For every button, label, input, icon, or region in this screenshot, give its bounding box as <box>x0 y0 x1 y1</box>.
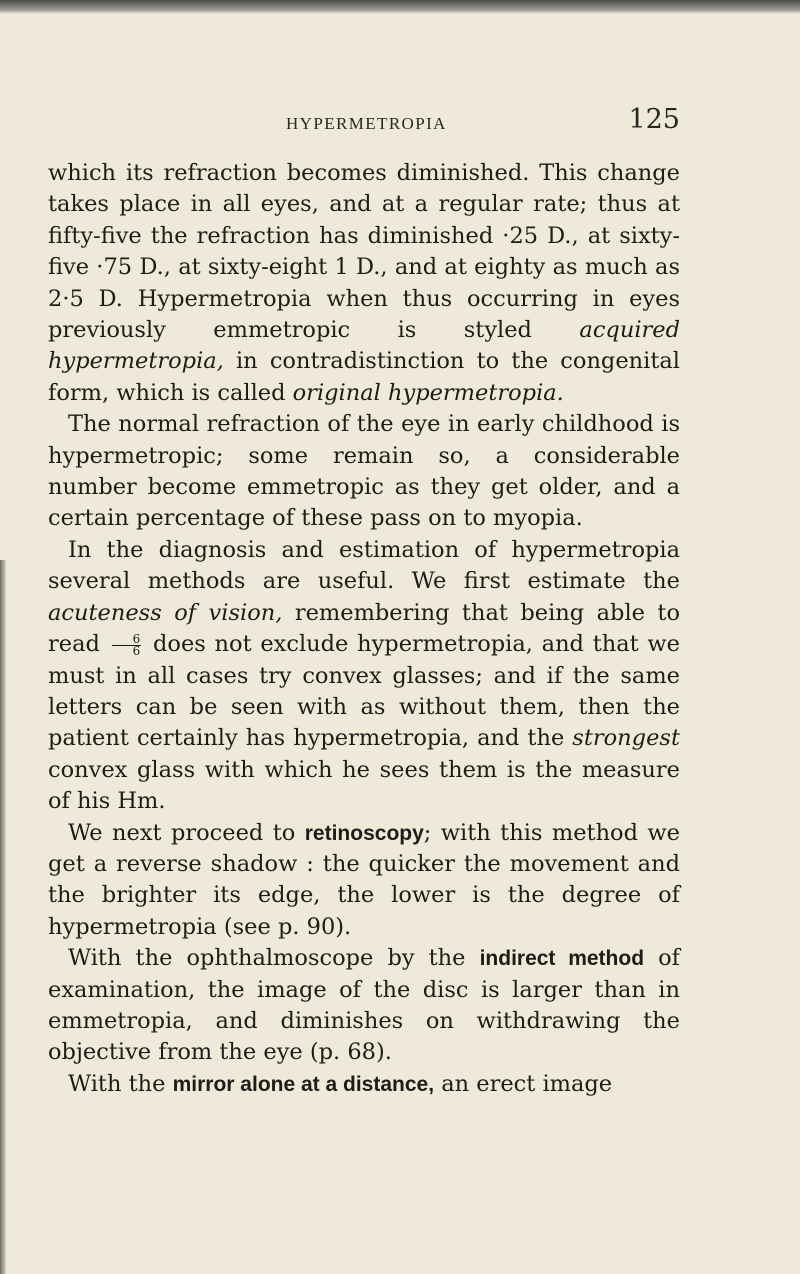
page-body <box>48 158 680 1100</box>
term-original-hypermetropia: original hypermetropia. <box>292 379 564 406</box>
text-run: With the ophthalmoscope by the <box>68 945 480 972</box>
text-run: does not exclude hypermetropia, and that we must in all cases try convex glasses; and if the same letters can be seen with as without them, then the patient certainly has hypermetropia, and the <box>48 631 680 752</box>
paragraph-retinoscopy <box>48 818 680 944</box>
fraction-six-sixths <box>112 631 142 658</box>
paragraph-indirect-method <box>48 943 680 1069</box>
page-header <box>50 92 680 148</box>
text-run: With the <box>68 1070 173 1097</box>
term-strongest: strongest <box>572 725 680 752</box>
term-indirect-method: indirect method <box>479 947 645 971</box>
fraction-denominator: 6 <box>132 643 141 658</box>
paragraph-acquired-hypermetropia <box>48 158 680 409</box>
text-run: which its refraction becomes diminished. This change takes place in all eyes, and at a regular rate; thus at fifty-five the refraction has diminished ·25 D., at sixty-five ·75 D., at sixty-eight 1 D., and at eighty as much as 2·5 D. Hypermetropia when thus occurring in eyes previously emmetropic is styled <box>48 160 680 344</box>
text-run: In the diagnosis and estimation of hypermetropia several methods are useful. We first estimate the <box>48 536 680 595</box>
text-run: ; with this method we get a reverse shadow : the quicker the movement and the brighter its edge, the lower is the degree of hypermetropia (see p. 90). <box>48 819 680 940</box>
page-binding-shadow <box>0 560 6 1274</box>
fraction-numerator: 6 <box>112 634 142 646</box>
term-acquired-hypermetropia: acquired hypermetropia, <box>48 317 680 375</box>
term-acuteness-of-vision: acuteness of vision, <box>48 599 283 626</box>
paragraph-diagnosis <box>48 535 680 818</box>
text-run: The normal refraction of the eye in early childhood is hypermetropic; some remain so, a considerable number become emmetropic as they get older, and a certain percentage of these pass on to myopia. <box>48 411 680 532</box>
page-top-shadow <box>0 0 800 14</box>
text-run: of examination, the image of the disc is larger than in emmetropia, and diminishes on withdrawing the objective from the eye (p. 68). <box>48 945 680 1066</box>
running-head: HYPERMETROPIA <box>286 114 447 133</box>
page-number: 125 <box>628 104 680 135</box>
text-run: convex glass with which he sees them is the measure of his Hm. <box>48 756 680 815</box>
term-retinoscopy: retinoscopy <box>304 821 424 845</box>
text-run: in contradistinction to the congenital form, which is called <box>48 348 680 406</box>
term-mirror-alone: mirror alone at a distance, <box>172 1072 435 1096</box>
paragraph-mirror-alone <box>48 1069 680 1100</box>
text-run: We next proceed to <box>68 819 305 846</box>
paragraph-childhood-refraction <box>48 409 680 535</box>
text-run: an erect image <box>434 1070 613 1097</box>
text-run: remembering that being able to read <box>48 599 680 658</box>
